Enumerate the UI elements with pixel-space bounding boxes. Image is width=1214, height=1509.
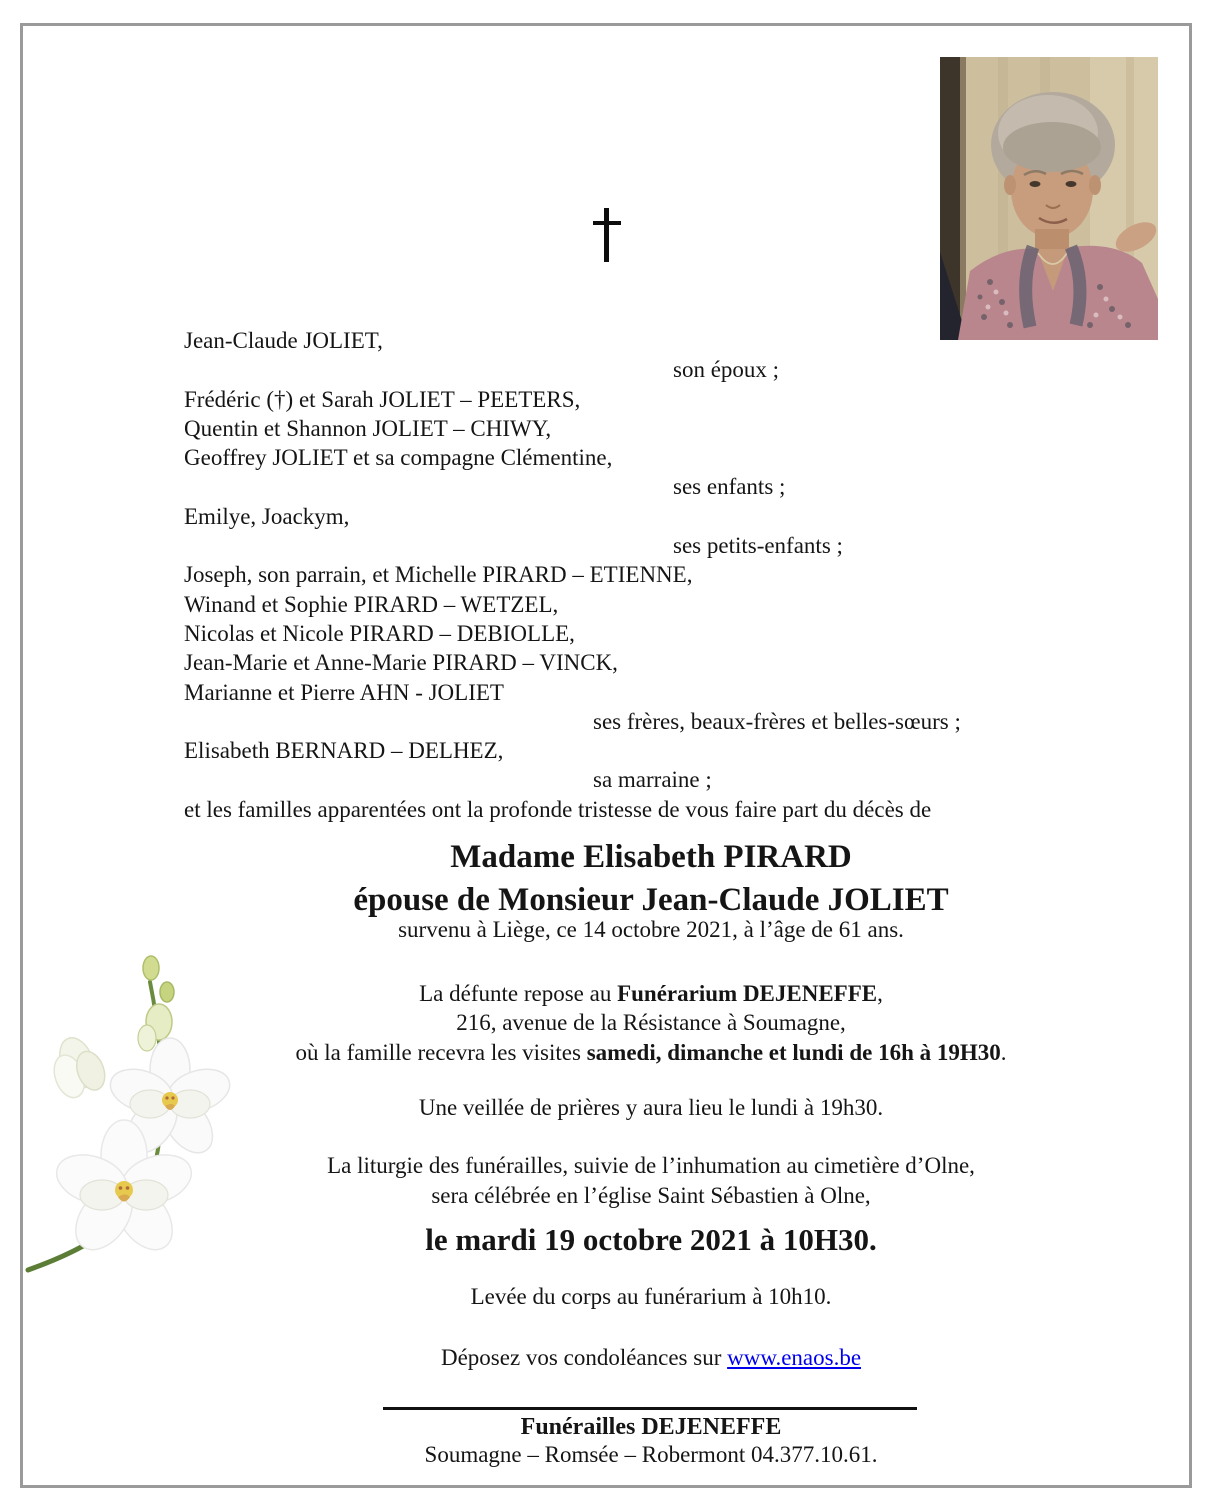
condolences-text: Déposez vos condoléances sur: [440, 1345, 728, 1370]
announcement-line: et les familles apparentées ont la profonde tristesse de vous faire part du décès de: [184, 796, 932, 822]
visitation-line-3: [184, 1038, 1118, 1067]
family-list: [184, 326, 1144, 824]
vigil-line: Une veillée de prières y aura lieu le lundi à 19h30.: [418, 1095, 884, 1120]
funeral-home-address: Soumagne – Romsée – Robermont 04.377.10.61.: [424, 1442, 878, 1467]
funeral-home-name: Funérailles DEJENEFFE: [520, 1414, 782, 1440]
latin-cross-icon: [593, 208, 621, 262]
visitation-line-1: [184, 979, 1118, 1008]
enaos-link[interactable]: www.enaos.be: [727, 1345, 862, 1370]
visitation-hours: samedi, dimanche et lundi de 16h à 19H30: [586, 1039, 1001, 1065]
portrait-photo: [940, 57, 1158, 340]
orchid-image: [20, 946, 255, 1286]
footer-divider: [383, 1407, 917, 1410]
funeral-date-line: le mardi 19 octobre 2021 à 10H30.: [425, 1222, 877, 1257]
family-line: Nicolas et Nicole PIRARD – DEBIOLLE,: [184, 620, 575, 646]
family-line: Jean-Marie et Anne-Marie PIRARD – VINCK,: [184, 650, 618, 676]
funeral-line-1: La liturgie des funérailles, suivie de l’inhumation au cimetière d’Olne,: [327, 1153, 975, 1178]
family-line: Joseph, son parrain, et Michelle PIRARD – ETIENNE,: [184, 562, 693, 588]
deceased-name-title: Madame Elisabeth PIRARD: [450, 839, 852, 875]
funeral-line-2: sera célébrée en l’église Saint Sébastien à Olne,: [431, 1183, 871, 1208]
family-line: Emilye, Joackym,: [184, 503, 350, 529]
funerarium-name: Funérarium DEJENEFFE: [617, 981, 878, 1006]
family-line: Jean-Claude JOLIET,: [184, 328, 383, 353]
funeral-block: [184, 1151, 1118, 1211]
condolences-line: [184, 1343, 1118, 1372]
family-line: Marianne et Pierre AHN - JOLIET: [184, 679, 504, 705]
visitation-address: 216, avenue de la Résistance à Soumagne,: [456, 1010, 846, 1036]
visitation-text: ,: [877, 981, 883, 1006]
levee-du-corps-line: Levée du corps au funérarium à 10h10.: [470, 1284, 832, 1309]
relation-line: son époux ;: [673, 357, 780, 383]
family-line: Geoffrey JOLIET et sa compagne Clémentine,: [184, 445, 613, 471]
relation-line: sa marraine ;: [593, 767, 712, 793]
visitation-text: .: [1000, 1039, 1007, 1065]
visitation-text: où la famille recevra les visites: [295, 1039, 587, 1065]
family-line: Elisabeth BERNARD – DELHEZ,: [184, 738, 504, 764]
visitation-text: La défunte repose au: [419, 981, 618, 1006]
visitation-block: [184, 979, 1118, 1067]
relation-line: ses frères, beaux-frères et belles-sœurs ;: [593, 708, 961, 734]
cross-vertical-bar: [604, 208, 609, 262]
death-date-line: survenu à Liège, ce 14 octobre 2021, à l’âge de 61 ans.: [398, 917, 904, 942]
relation-line: ses enfants ;: [673, 474, 786, 500]
family-line: Winand et Sophie PIRARD – WETZEL,: [184, 591, 559, 617]
relation-line: ses petits-enfants ;: [673, 533, 843, 559]
cross-horizontal-bar: [593, 221, 621, 225]
deceased-spouse-title: épouse de Monsieur Jean-Claude JOLIET: [353, 882, 949, 918]
family-line: Quentin et Shannon JOLIET – CHIWY,: [184, 415, 552, 441]
family-line: Frédéric (†) et Sarah JOLIET – PEETERS,: [184, 386, 581, 412]
